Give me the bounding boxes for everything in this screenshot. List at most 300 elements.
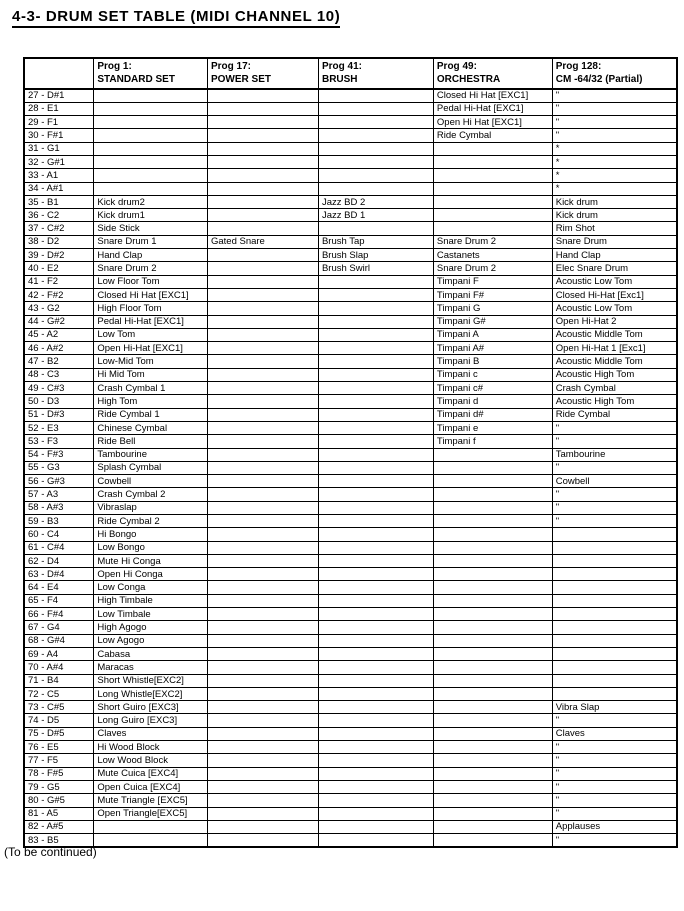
cm-partial-cell: * (552, 182, 677, 195)
standard-set-cell: Long Whistle[EXC2] (94, 687, 208, 700)
cm-partial-cell: " (552, 714, 677, 727)
drum-set-table (23, 57, 678, 848)
table-row (24, 741, 677, 754)
power-set-cell (207, 608, 318, 621)
standard-set-cell: Low Timbale (94, 608, 208, 621)
table-row (24, 262, 677, 275)
table-row (24, 448, 677, 461)
brush-cell (318, 421, 433, 434)
standard-set-cell: Mute Cuica [EXC4] (94, 767, 208, 780)
note-cell: 54 - F#3 (24, 448, 94, 461)
power-set-cell (207, 541, 318, 554)
brush-cell (318, 501, 433, 514)
table-row (24, 475, 677, 488)
brush-cell (318, 288, 433, 301)
standard-set-cell: Tambourine (94, 448, 208, 461)
column-header-cell (552, 58, 677, 89)
table-row (24, 222, 677, 235)
standard-set-cell: Low-Mid Tom (94, 355, 208, 368)
cm-partial-cell: " (552, 116, 677, 129)
note-cell: 55 - G3 (24, 461, 94, 474)
standard-set-cell: Snare Drum 1 (94, 235, 208, 248)
note-cell: 81 - A5 (24, 807, 94, 820)
standard-set-cell: Pedal Hi-Hat [EXC1] (94, 315, 208, 328)
power-set-cell (207, 315, 318, 328)
note-cell: 40 - E2 (24, 262, 94, 275)
note-cell: 46 - A#2 (24, 342, 94, 355)
note-cell: 44 - G#2 (24, 315, 94, 328)
cm-partial-cell: " (552, 461, 677, 474)
standard-set-cell (94, 820, 208, 833)
power-set-cell (207, 834, 318, 847)
orchestra-cell (433, 634, 552, 647)
note-cell: 64 - E4 (24, 581, 94, 594)
note-cell: 63 - D#4 (24, 568, 94, 581)
table-row (24, 129, 677, 142)
brush-cell (318, 89, 433, 102)
orchestra-cell: Ride Cymbal (433, 129, 552, 142)
standard-set-cell: Ride Bell (94, 435, 208, 448)
standard-set-cell: High Agogo (94, 621, 208, 634)
standard-set-cell (94, 129, 208, 142)
cm-partial-cell: " (552, 767, 677, 780)
power-set-cell (207, 461, 318, 474)
prog-number-label: Prog 128: (555, 61, 602, 72)
brush-cell (318, 767, 433, 780)
note-cell: 47 - B2 (24, 355, 94, 368)
power-set-cell (207, 634, 318, 647)
brush-cell (318, 222, 433, 235)
table-row (24, 834, 677, 847)
standard-set-cell (94, 142, 208, 155)
standard-set-cell (94, 116, 208, 129)
standard-set-cell: High Timbale (94, 594, 208, 607)
note-cell: 51 - D#3 (24, 408, 94, 421)
standard-set-cell: Maracas (94, 661, 208, 674)
orchestra-cell: Open Hi Hat [EXC1] (433, 116, 552, 129)
orchestra-cell (433, 195, 552, 208)
brush-cell (318, 581, 433, 594)
column-header-cell (207, 58, 318, 89)
cm-partial-cell: Ride Cymbal (552, 408, 677, 421)
power-set-cell (207, 594, 318, 607)
table-row (24, 621, 677, 634)
brush-cell: Brush Slap (318, 249, 433, 262)
cm-partial-cell (552, 634, 677, 647)
note-cell: 75 - D#5 (24, 727, 94, 740)
power-set-cell (207, 741, 318, 754)
table-row (24, 102, 677, 115)
orchestra-cell: Timpani A# (433, 342, 552, 355)
corner-header-cell (24, 58, 94, 89)
brush-cell (318, 687, 433, 700)
table-row (24, 342, 677, 355)
cm-partial-cell: " (552, 754, 677, 767)
table-row (24, 368, 677, 381)
brush-cell (318, 621, 433, 634)
cm-partial-cell: " (552, 807, 677, 820)
standard-set-cell: Low Bongo (94, 541, 208, 554)
brush-cell: Brush Tap (318, 235, 433, 248)
note-cell: 72 - C5 (24, 687, 94, 700)
cm-partial-cell: " (552, 421, 677, 434)
cm-partial-cell: " (552, 794, 677, 807)
table-row (24, 501, 677, 514)
orchestra-cell (433, 741, 552, 754)
brush-cell (318, 155, 433, 168)
power-set-cell (207, 647, 318, 660)
table-row (24, 727, 677, 740)
power-set-cell (207, 714, 318, 727)
cm-partial-cell: " (552, 501, 677, 514)
cm-partial-cell (552, 647, 677, 660)
brush-cell (318, 820, 433, 833)
standard-set-cell: Ride Cymbal 2 (94, 515, 208, 528)
table-row (24, 315, 677, 328)
brush-cell (318, 794, 433, 807)
orchestra-cell: Timpani c# (433, 382, 552, 395)
power-set-cell (207, 820, 318, 833)
orchestra-cell: Timpani F (433, 275, 552, 288)
orchestra-cell: Timpani e (433, 421, 552, 434)
prog-number-label: Prog 41: (321, 61, 362, 72)
cm-partial-cell (552, 674, 677, 687)
standard-set-cell: Low Conga (94, 581, 208, 594)
standard-set-cell (94, 834, 208, 847)
cm-partial-cell: Vibra Slap (552, 701, 677, 714)
table-row (24, 209, 677, 222)
brush-cell (318, 368, 433, 381)
standard-set-cell: Low Wood Block (94, 754, 208, 767)
power-set-cell (207, 222, 318, 235)
power-set-cell (207, 368, 318, 381)
note-cell: 29 - F1 (24, 116, 94, 129)
cm-partial-cell: Elec Snare Drum (552, 262, 677, 275)
brush-cell (318, 182, 433, 195)
standard-set-cell (94, 102, 208, 115)
brush-cell (318, 807, 433, 820)
note-cell: 67 - G4 (24, 621, 94, 634)
cm-partial-cell: Applauses (552, 820, 677, 833)
note-cell: 61 - C#4 (24, 541, 94, 554)
standard-set-cell: Open Hi Conga (94, 568, 208, 581)
orchestra-cell (433, 621, 552, 634)
table-row (24, 647, 677, 660)
standard-set-cell: High Tom (94, 395, 208, 408)
power-set-cell (207, 794, 318, 807)
prog-number-label: Prog 17: (210, 61, 251, 72)
standard-set-cell: Crash Cymbal 2 (94, 488, 208, 501)
standard-set-cell (94, 89, 208, 102)
table-row (24, 767, 677, 780)
standard-set-cell: Closed Hi Hat [EXC1] (94, 288, 208, 301)
brush-cell (318, 475, 433, 488)
cm-partial-cell: Hand Clap (552, 249, 677, 262)
note-cell: 31 - G1 (24, 142, 94, 155)
table-row (24, 807, 677, 820)
brush-cell (318, 448, 433, 461)
power-set-cell (207, 435, 318, 448)
note-cell: 43 - G2 (24, 302, 94, 315)
orchestra-cell (433, 461, 552, 474)
orchestra-cell: Timpani B (433, 355, 552, 368)
note-cell: 57 - A3 (24, 488, 94, 501)
table-row (24, 116, 677, 129)
power-set-cell (207, 661, 318, 674)
power-set-cell (207, 554, 318, 567)
cm-partial-cell (552, 608, 677, 621)
brush-cell (318, 568, 433, 581)
cm-partial-cell: * (552, 169, 677, 182)
orchestra-cell (433, 754, 552, 767)
power-set-cell (207, 182, 318, 195)
table-header (24, 58, 677, 89)
prog-set-name-label: CM -64/32 (Partial) (555, 73, 643, 85)
table-row (24, 528, 677, 541)
table-row (24, 195, 677, 208)
power-set-cell (207, 687, 318, 700)
note-cell: 76 - E5 (24, 741, 94, 754)
cm-partial-cell (552, 554, 677, 567)
power-set-cell (207, 780, 318, 793)
orchestra-cell (433, 647, 552, 660)
brush-cell (318, 554, 433, 567)
power-set-cell (207, 116, 318, 129)
brush-cell (318, 594, 433, 607)
brush-cell (318, 661, 433, 674)
header-row (24, 58, 677, 89)
orchestra-cell: Timpani F# (433, 288, 552, 301)
note-cell: 49 - C#3 (24, 382, 94, 395)
note-cell: 69 - A4 (24, 647, 94, 660)
standard-set-cell: Open Triangle[EXC5] (94, 807, 208, 820)
orchestra-cell (433, 594, 552, 607)
orchestra-cell (433, 222, 552, 235)
power-set-cell (207, 155, 318, 168)
table-row (24, 182, 677, 195)
prog-set-name-label: BRUSH (321, 73, 358, 85)
power-set-cell (207, 342, 318, 355)
orchestra-cell (433, 581, 552, 594)
orchestra-cell (433, 794, 552, 807)
orchestra-cell: Snare Drum 2 (433, 262, 552, 275)
brush-cell (318, 488, 433, 501)
note-cell: 45 - A2 (24, 328, 94, 341)
orchestra-cell: Castanets (433, 249, 552, 262)
footer-note: (To be continued) (4, 845, 97, 859)
cm-partial-cell: " (552, 488, 677, 501)
brush-cell (318, 395, 433, 408)
note-cell: 60 - C4 (24, 528, 94, 541)
orchestra-cell (433, 807, 552, 820)
table-row (24, 155, 677, 168)
power-set-cell (207, 288, 318, 301)
power-set-cell (207, 89, 318, 102)
orchestra-cell (433, 687, 552, 700)
table-row (24, 515, 677, 528)
brush-cell (318, 780, 433, 793)
column-header-cell (94, 58, 208, 89)
orchestra-cell (433, 661, 552, 674)
standard-set-cell: Cabasa (94, 647, 208, 660)
cm-partial-cell (552, 528, 677, 541)
cm-partial-cell: " (552, 435, 677, 448)
table-row (24, 288, 677, 301)
brush-cell (318, 302, 433, 315)
standard-set-cell: Crash Cymbal 1 (94, 382, 208, 395)
table-row (24, 608, 677, 621)
cm-partial-cell: " (552, 515, 677, 528)
power-set-cell (207, 382, 318, 395)
brush-cell (318, 102, 433, 115)
cm-partial-cell: " (552, 102, 677, 115)
power-set-cell (207, 754, 318, 767)
brush-cell (318, 315, 433, 328)
table-row (24, 568, 677, 581)
cm-partial-cell: " (552, 780, 677, 793)
brush-cell (318, 834, 433, 847)
note-cell: 62 - D4 (24, 554, 94, 567)
table-row (24, 275, 677, 288)
brush-cell (318, 608, 433, 621)
brush-cell (318, 727, 433, 740)
orchestra-cell: Timpani d (433, 395, 552, 408)
brush-cell (318, 342, 433, 355)
cm-partial-cell: * (552, 142, 677, 155)
note-cell: 42 - F#2 (24, 288, 94, 301)
note-cell: 83 - B5 (24, 834, 94, 847)
note-cell: 33 - A1 (24, 169, 94, 182)
orchestra-cell: Timpani f (433, 435, 552, 448)
cm-partial-cell: Kick drum (552, 195, 677, 208)
orchestra-cell (433, 780, 552, 793)
orchestra-cell: Pedal Hi-Hat [EXC1] (433, 102, 552, 115)
orchestra-cell (433, 169, 552, 182)
power-set-cell (207, 328, 318, 341)
table-row (24, 661, 677, 674)
column-header-cell (318, 58, 433, 89)
cm-partial-cell: Acoustic Middle Tom (552, 328, 677, 341)
cm-partial-cell: " (552, 741, 677, 754)
power-set-cell (207, 581, 318, 594)
standard-set-cell: Vibraslap (94, 501, 208, 514)
prog-number-label: Prog 49: (436, 61, 477, 72)
brush-cell: Jazz BD 2 (318, 195, 433, 208)
prog-set-name-label: POWER SET (210, 73, 271, 85)
standard-set-cell: Low Floor Tom (94, 275, 208, 288)
orchestra-cell (433, 834, 552, 847)
table-row (24, 435, 677, 448)
orchestra-cell (433, 501, 552, 514)
standard-set-cell: Low Tom (94, 328, 208, 341)
cm-partial-cell: Closed Hi-Hat [Exc1] (552, 288, 677, 301)
power-set-cell (207, 448, 318, 461)
cm-partial-cell: Open Hi-Hat 1 [Exc1] (552, 342, 677, 355)
orchestra-cell: Timpani d# (433, 408, 552, 421)
standard-set-cell: Low Agogo (94, 634, 208, 647)
note-cell: 39 - D#2 (24, 249, 94, 262)
note-cell: 35 - B1 (24, 195, 94, 208)
cm-partial-cell: Acoustic Middle Tom (552, 355, 677, 368)
note-cell: 70 - A#4 (24, 661, 94, 674)
table-row (24, 674, 677, 687)
note-cell: 59 - B3 (24, 515, 94, 528)
brush-cell (318, 701, 433, 714)
table-row (24, 541, 677, 554)
power-set-cell (207, 395, 318, 408)
power-set-cell (207, 528, 318, 541)
orchestra-cell (433, 528, 552, 541)
cm-partial-cell (552, 687, 677, 700)
note-cell: 52 - E3 (24, 421, 94, 434)
standard-set-cell: Claves (94, 727, 208, 740)
power-set-cell (207, 275, 318, 288)
power-set-cell (207, 142, 318, 155)
note-cell: 28 - E1 (24, 102, 94, 115)
brush-cell (318, 328, 433, 341)
orchestra-cell (433, 142, 552, 155)
power-set-cell (207, 501, 318, 514)
power-set-cell (207, 195, 318, 208)
table-row (24, 382, 677, 395)
standard-set-cell: Ride Cymbal 1 (94, 408, 208, 421)
standard-set-cell: Chinese Cymbal (94, 421, 208, 434)
orchestra-cell: Closed Hi Hat [EXC1] (433, 89, 552, 102)
brush-cell (318, 355, 433, 368)
orchestra-cell (433, 488, 552, 501)
brush-cell (318, 674, 433, 687)
table-row (24, 581, 677, 594)
note-cell: 71 - B4 (24, 674, 94, 687)
power-set-cell (207, 767, 318, 780)
cm-partial-cell: " (552, 89, 677, 102)
power-set-cell (207, 408, 318, 421)
note-cell: 66 - F#4 (24, 608, 94, 621)
table-row (24, 554, 677, 567)
note-cell: 50 - D3 (24, 395, 94, 408)
standard-set-cell: Kick drum1 (94, 209, 208, 222)
brush-cell: Jazz BD 1 (318, 209, 433, 222)
cm-partial-cell: Kick drum (552, 209, 677, 222)
brush-cell (318, 754, 433, 767)
power-set-cell (207, 209, 318, 222)
table-row (24, 594, 677, 607)
table-row (24, 701, 677, 714)
cm-partial-cell: Rim Shot (552, 222, 677, 235)
brush-cell (318, 142, 433, 155)
orchestra-cell (433, 714, 552, 727)
cm-partial-cell (552, 661, 677, 674)
standard-set-cell: Short Guiro [EXC3] (94, 701, 208, 714)
brush-cell (318, 714, 433, 727)
note-cell: 56 - G#3 (24, 475, 94, 488)
standard-set-cell: Hi Wood Block (94, 741, 208, 754)
note-cell: 65 - F4 (24, 594, 94, 607)
cm-partial-cell: Acoustic High Tom (552, 368, 677, 381)
power-set-cell (207, 568, 318, 581)
brush-cell (318, 275, 433, 288)
brush-cell (318, 116, 433, 129)
cm-partial-cell: Acoustic High Tom (552, 395, 677, 408)
cm-partial-cell: * (552, 155, 677, 168)
table-row (24, 249, 677, 262)
table-row (24, 421, 677, 434)
orchestra-cell (433, 820, 552, 833)
note-cell: 38 - D2 (24, 235, 94, 248)
orchestra-cell (433, 209, 552, 222)
power-set-cell (207, 102, 318, 115)
table-row (24, 355, 677, 368)
